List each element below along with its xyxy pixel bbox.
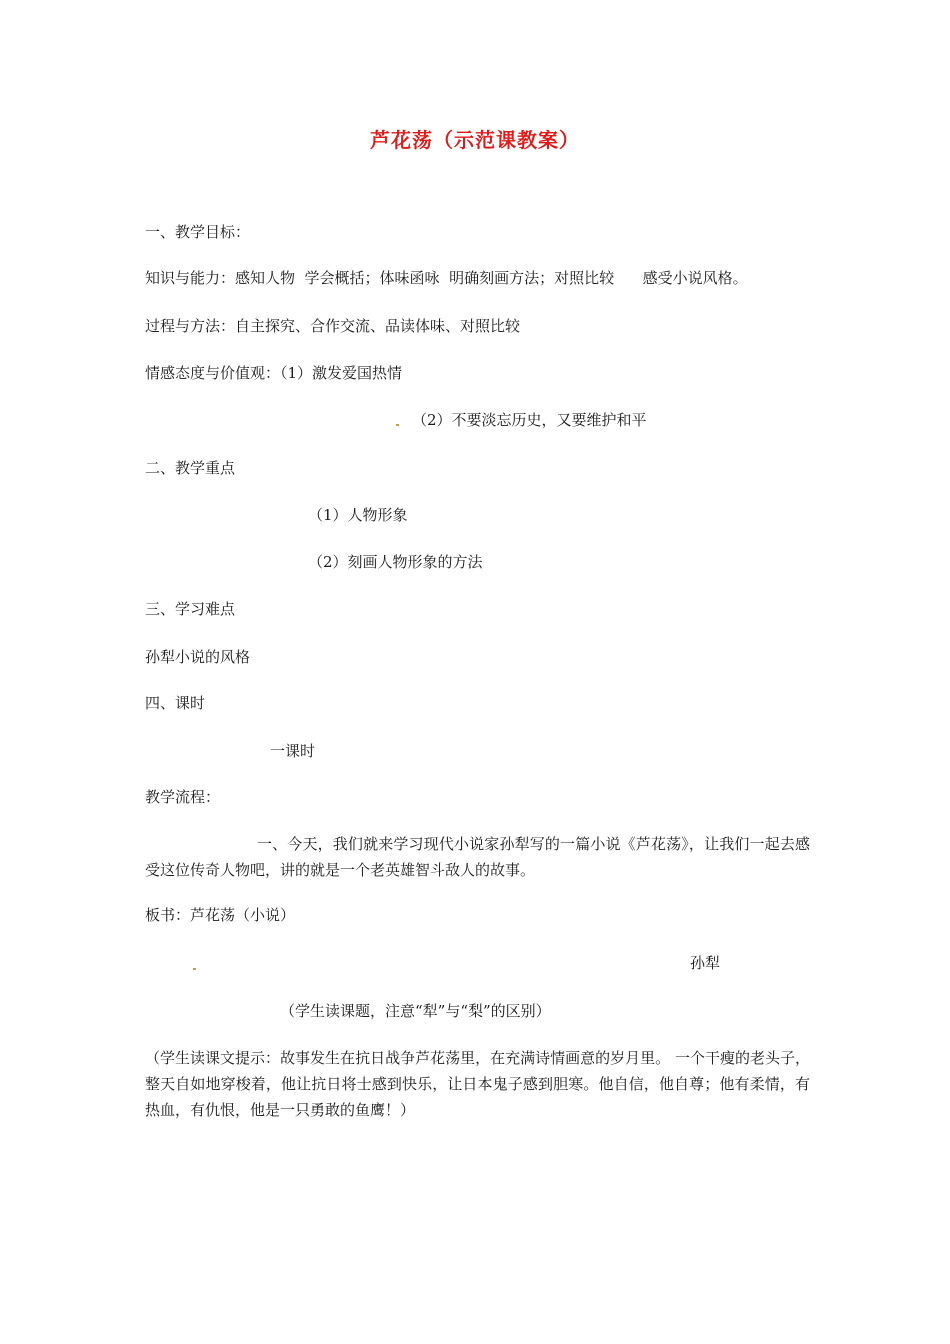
section-heading-difficulty: 三、学习难点 [145,600,236,618]
board-author: 孙犁 [690,954,721,972]
process-paragraph-1: 一、今天，我们就来学习现代小说家孙犁写的一篇小说《芦花荡》，让我们一起去感受这位传奇人物吧，讲的就是一个老英雄智斗敌人的故事。 [145,835,810,879]
periods-value: 一课时 [270,742,316,760]
section-heading-focus: 二、教学重点 [145,459,236,477]
reading-note: （学生读课题，注意“犁”与“梨”的区别） [280,1002,551,1020]
objective-knowledge: 知识与能力：感知人物 学会概括；体味函咏 明确刻画方法；对照比较 感受小说风格。 [145,269,748,287]
focus-item-1: （1）人物形象 [308,506,408,524]
document-title: 芦花荡（示范课教案） [370,128,580,152]
stray-mark [193,968,196,970]
objective-emotion-2: （2）不要淡忘历史，又要维护和平 [412,411,647,429]
section-heading-periods: 四、课时 [145,694,206,712]
reading-prompt-paragraph: （学生读课文提示：故事发生在抗日战争芦花荡里，在充满诗情画意的岁月里。 一个干瘦的老头子，整天自如地穿梭着，他让抗日将士感到快乐，让日本鬼子感到胆寒。他自信，他自尊；他有柔情，有热血，有仇恨，他是一只勇敢的鱼鹰！） [145,1049,810,1119]
section-heading-objectives: 一、教学目标： [145,223,251,241]
focus-item-2: （2）刻画人物形象的方法 [308,553,483,571]
board-writing: 板书：芦花荡（小说） [145,906,296,924]
difficulty-item: 孙犁小说的风格 [145,648,251,666]
objective-emotion: 情感态度与价值观：（1）激发爱国热情 [145,364,403,382]
section-heading-process: 教学流程： [145,788,221,806]
stray-mark [396,424,399,426]
objective-process: 过程与方法：自主探究、合作交流、品读体味、对照比较 [145,317,521,335]
